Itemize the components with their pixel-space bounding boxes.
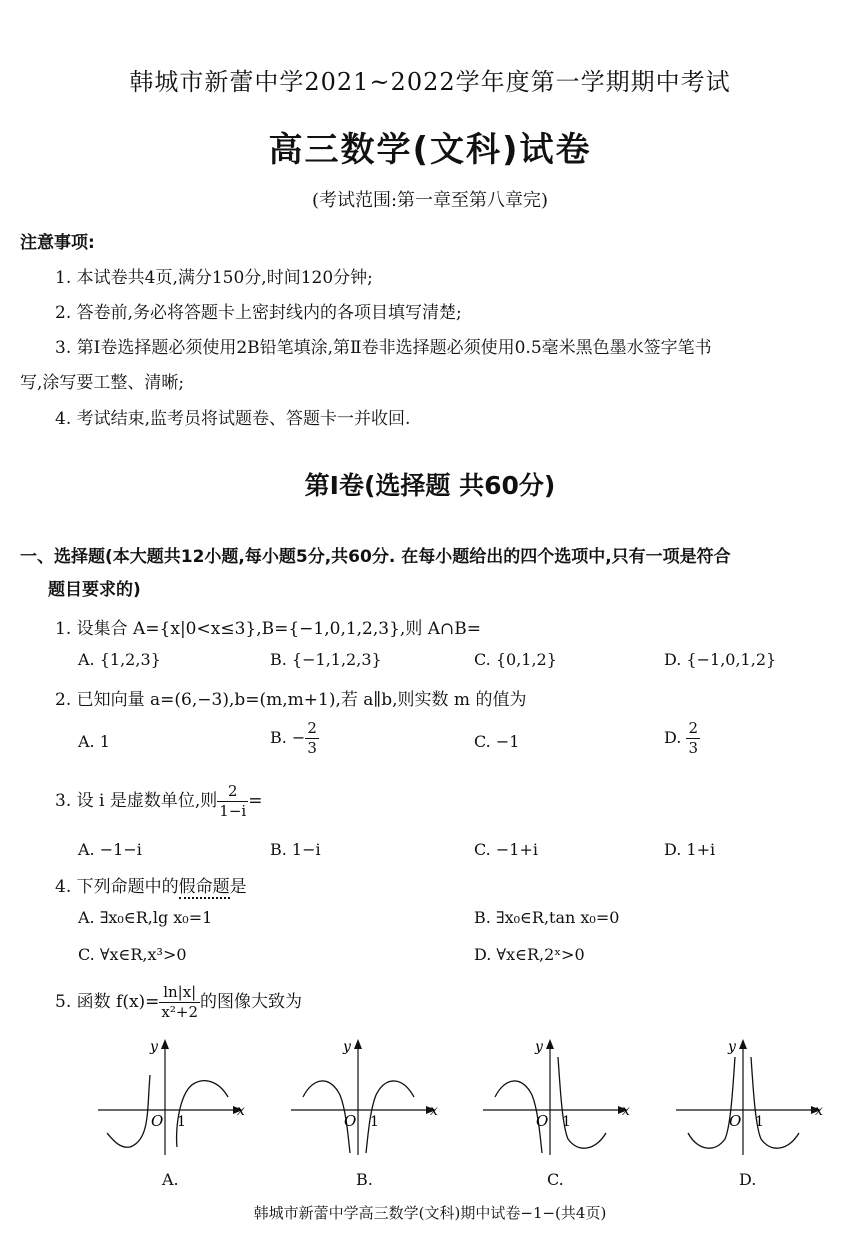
q4-emphasis: 假命题	[178, 877, 230, 897]
q3-stem-prefix: 3. 设 i 是虚数单位,则	[55, 791, 218, 811]
q2-option-d-prefix: D.	[664, 728, 687, 747]
fraction	[217, 782, 248, 821]
fraction-numerator: 2	[688, 719, 698, 737]
q1-option-b: B. {−1,1,2,3}	[270, 650, 382, 669]
graph-label-b: B.	[356, 1170, 373, 1189]
x-axis-label: x	[237, 1103, 245, 1119]
section-line: 题目要求的)	[48, 580, 141, 600]
fraction-numerator: 2	[307, 719, 317, 737]
graph-option-b	[288, 1035, 438, 1160]
y-axis-label: y	[728, 1039, 736, 1055]
question-5-stem	[55, 983, 302, 1022]
question-3-stem	[55, 782, 262, 821]
q4-option-b: B. ∃x₀∈R,tan x₀=0	[474, 908, 620, 927]
curve-right	[751, 1057, 799, 1148]
q1-option-d: D. {−1,0,1,2}	[664, 650, 777, 669]
section-instructions	[20, 541, 850, 607]
fraction-denominator: x²+2	[161, 1003, 199, 1021]
fraction-numerator: ln|x|	[159, 983, 200, 1003]
part-one-title: 第Ⅰ卷(选择题 共60分)	[304, 471, 556, 500]
q4-stem-suffix: 是	[229, 877, 247, 897]
fraction	[305, 719, 319, 758]
q3-option-d: D. 1+i	[664, 840, 716, 859]
q5-stem-prefix: 5. 函数 f(x)=	[55, 992, 160, 1012]
question-1-stem: 1. 设集合 A={x|0<x≤3},B={−1,0,1,2,3},则 A∩B=	[55, 619, 481, 639]
fraction-denominator: 3	[307, 739, 317, 757]
curve-left	[303, 1081, 350, 1153]
note-item: 3. 第Ⅰ卷选择题必须使用2B铅笔填涂,第Ⅱ卷非选择题必须使用0.5毫米黑色墨水签字笔书	[55, 338, 712, 358]
page-footer: 韩城市新蕾中学高三数学(文科)期中试卷−1−(共4页)	[253, 1204, 607, 1222]
exam-title: 高三数学(文科)试卷	[268, 130, 592, 170]
q3-option-b: B. 1−i	[270, 840, 321, 859]
x-axis-label: x	[815, 1103, 823, 1119]
curve-left	[107, 1075, 150, 1147]
fraction-denominator: 1−i	[219, 802, 247, 820]
graph-label-c: C.	[547, 1170, 564, 1189]
tick-label: 1	[370, 1114, 379, 1130]
graph-option-a	[95, 1035, 245, 1160]
origin-label: O	[151, 1112, 164, 1130]
notes-heading: 注意事项:	[20, 233, 95, 253]
note-item: 写,涂写要工整、清晰;	[20, 373, 185, 393]
q2-option-a: A. 1	[78, 732, 110, 751]
q3-option-a: A. −1−i	[78, 840, 142, 859]
origin-label: O	[344, 1112, 357, 1130]
y-axis-label: y	[150, 1039, 158, 1055]
q1-option-c: C. {0,1,2}	[474, 650, 557, 669]
note-item: 2. 答卷前,务必将答题卡上密封线内的各项目填写清楚;	[55, 303, 462, 323]
graph-label-a: A.	[162, 1170, 179, 1189]
y-axis-arrow	[739, 1039, 747, 1049]
q3-option-c: C. −1+i	[474, 840, 538, 859]
q2-option-d	[664, 719, 700, 758]
question-4-stem	[55, 872, 247, 897]
graph-label-d: D.	[739, 1170, 757, 1189]
q1-option-a: A. {1,2,3}	[78, 650, 161, 669]
x-axis-label: x	[430, 1103, 438, 1119]
origin-label: O	[536, 1112, 549, 1130]
q3-stem-suffix: =	[248, 791, 263, 811]
tick-label: 1	[177, 1114, 186, 1130]
section-line: 一、选择题(本大题共12小题,每小题5分,共60分. 在每小题给出的四个选项中,只有一项是符合	[20, 547, 731, 567]
exam-scope: (考试范围:第一章至第八章完)	[311, 190, 549, 211]
fraction	[159, 983, 200, 1022]
curve-left	[688, 1057, 735, 1148]
x-axis-label: x	[622, 1103, 630, 1119]
fraction	[686, 719, 700, 758]
y-axis-arrow	[546, 1039, 554, 1049]
q4-option-c: C. ∀x∈R,x³>0	[78, 945, 187, 964]
q4-option-a: A. ∃x₀∈R,lg x₀=1	[78, 908, 213, 927]
q4-stem-prefix: 4. 下列命题中的	[55, 877, 179, 897]
y-axis-arrow	[354, 1039, 362, 1049]
note-item: 1. 本试卷共4页,满分150分,时间120分钟;	[55, 268, 373, 288]
q2-option-b-prefix: B. −	[270, 728, 306, 747]
origin-label: O	[729, 1112, 742, 1130]
q2-option-c: C. −1	[474, 732, 520, 751]
q4-option-d: D. ∀x∈R,2ˣ>0	[474, 945, 585, 964]
tick-label: 1	[755, 1114, 764, 1130]
school-exam-header: 韩城市新蕾中学2021~2022学年度第一学期期中考试	[129, 68, 731, 96]
note-item: 4. 考试结束,监考员将试题卷、答题卡一并收回.	[55, 409, 411, 429]
curve-left	[495, 1081, 542, 1153]
q5-stem-suffix: 的图像大致为	[200, 992, 303, 1012]
y-axis-label: y	[343, 1039, 351, 1055]
q2-option-b	[270, 719, 319, 758]
fraction-denominator: 3	[688, 739, 698, 757]
graph-option-c	[480, 1035, 630, 1160]
y-axis-label: y	[535, 1039, 543, 1055]
fraction-numerator: 2	[217, 782, 248, 802]
curve-right	[558, 1057, 606, 1148]
graph-option-d	[673, 1035, 823, 1160]
question-2-stem: 2. 已知向量 a=(6,−3),b=(m,m+1),若 a∥b,则实数 m 的值为	[55, 690, 527, 710]
y-axis-arrow	[161, 1039, 169, 1049]
tick-label: 1	[562, 1114, 571, 1130]
